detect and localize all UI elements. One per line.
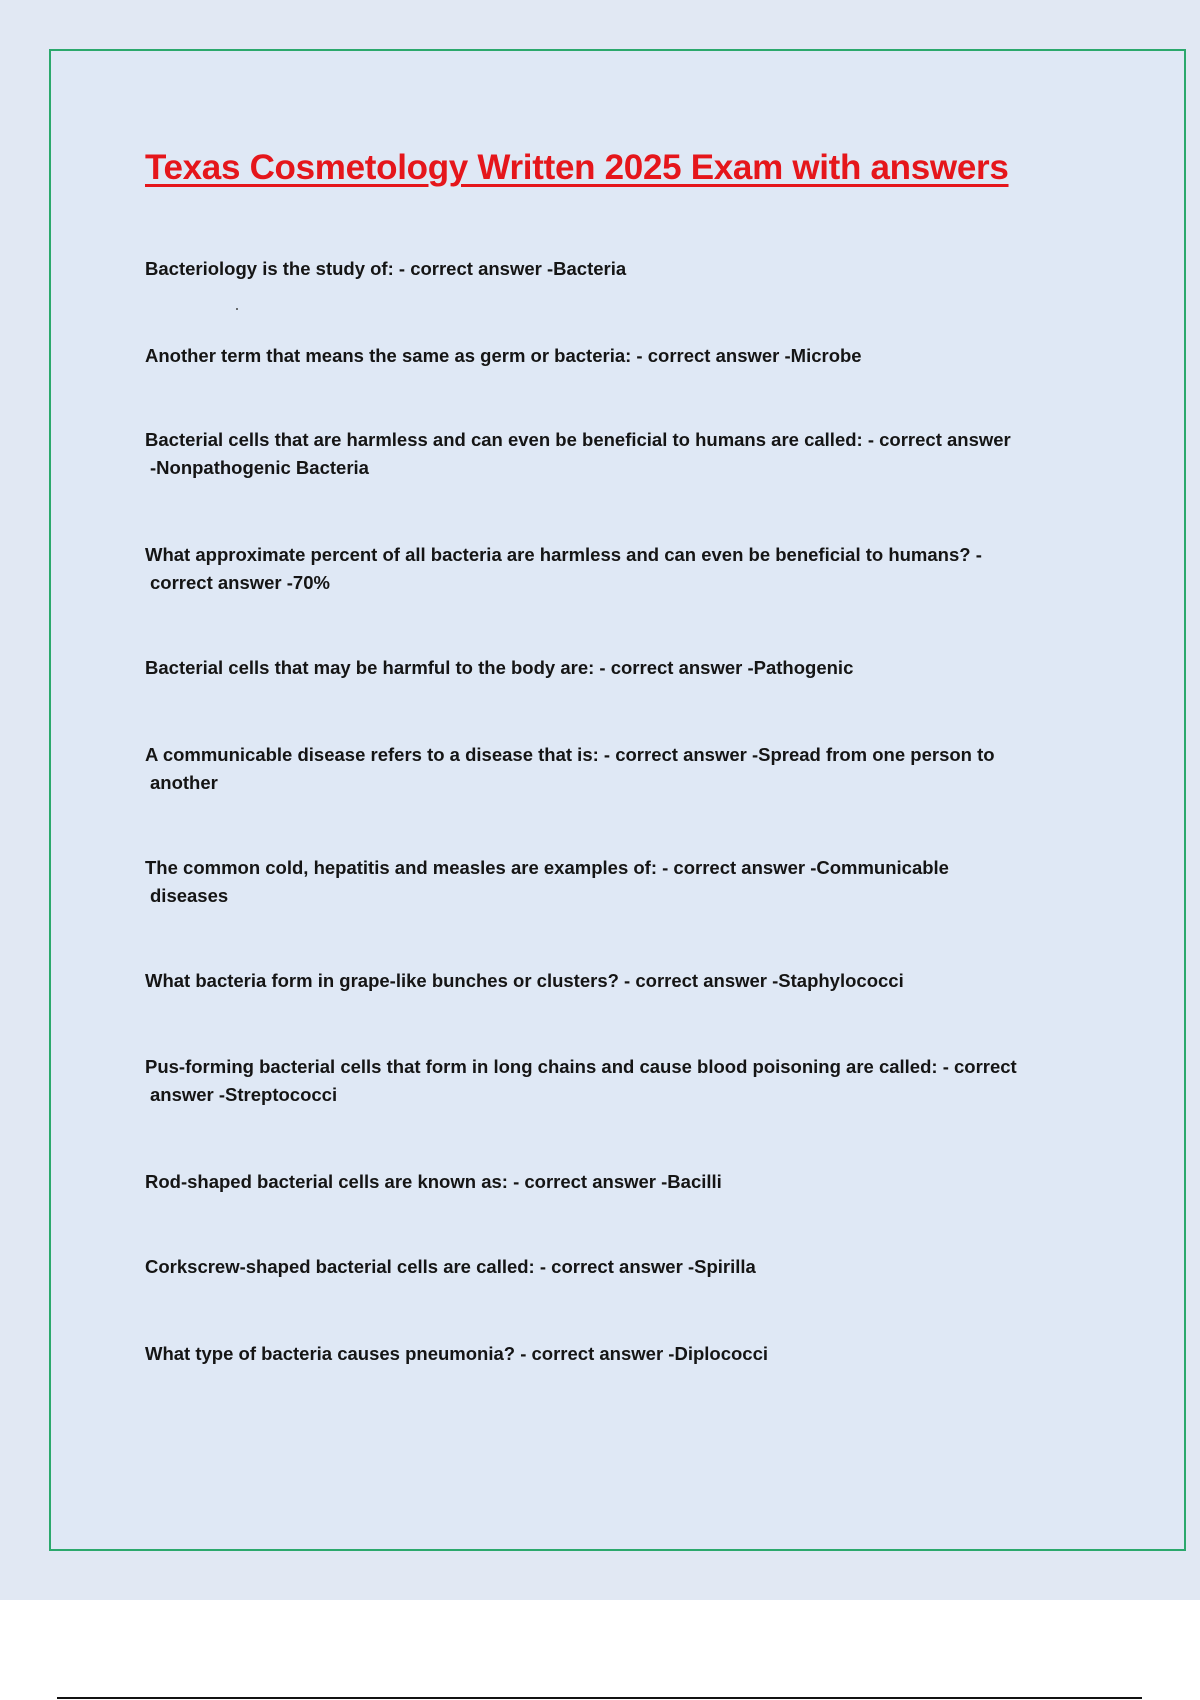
answer-text: -Staphylococci [772, 970, 904, 991]
qa-item-8 [145, 967, 1085, 995]
answer-text: correct answer -70% [150, 572, 330, 593]
question-text: What bacteria form in grape-like bunches or clusters? - correct answer [145, 970, 773, 991]
qa-item-3 [145, 426, 1085, 482]
question-text: Pus-forming bacterial cells that form in long chains and cause blood poisoning are called: - correct [145, 1056, 1017, 1077]
qa-item-7 [145, 854, 1085, 910]
stray-dot [236, 308, 238, 310]
answer-text: diseases [150, 885, 229, 906]
question-text: Bacteriology is the study of: - correct answer [145, 258, 547, 279]
answer-text: -Bacteria [546, 258, 627, 279]
qa-item-1 [145, 255, 1085, 283]
question-text: Corkscrew-shaped bacterial cells are called: - correct answer [145, 1256, 688, 1277]
question-text: Bacterial cells that may be harmful to the body are: - correct answer [145, 657, 748, 678]
question-text: Rod-shaped bacterial cells are known as: - correct answer [145, 1171, 662, 1192]
qa-item-4 [145, 541, 1085, 597]
answer-text: -Diplococci [668, 1343, 769, 1364]
answer-text: another [150, 772, 218, 793]
bottom-rule [57, 1697, 1142, 1699]
qa-item-12 [145, 1340, 1085, 1368]
answer-text: answer -Streptococci [150, 1084, 338, 1105]
qa-item-11 [145, 1253, 1085, 1281]
question-text: A communicable disease refers to a disease that is: - correct answer -Spread from one person to [145, 744, 995, 765]
answer-text: -Pathogenic [747, 657, 854, 678]
qa-item-9 [145, 1053, 1085, 1109]
question-text: What type of bacteria causes pneumonia? - correct answer [145, 1343, 669, 1364]
document-title: Texas Cosmetology Written 2025 Exam with answers [145, 148, 1009, 187]
qa-item-6 [145, 741, 1085, 797]
question-text: What approximate percent of all bacteria are harmless and can even be beneficial to humans? - [145, 544, 982, 565]
answer-text: -Nonpathogenic Bacteria [150, 457, 369, 478]
question-text: The common cold, hepatitis and measles are examples of: - correct answer -Communicable [145, 857, 949, 878]
answer-text: -Bacilli [661, 1171, 722, 1192]
question-text: Bacterial cells that are harmless and can even be beneficial to humans are called: - correct answer [145, 429, 1011, 450]
answer-text: -Spirilla [687, 1256, 756, 1277]
question-text: Another term that means the same as germ or bacteria: - correct answer [145, 345, 785, 366]
qa-item-2 [145, 342, 1085, 370]
qa-item-5 [145, 654, 1085, 682]
answer-text: -Microbe [784, 345, 862, 366]
qa-item-10 [145, 1168, 1085, 1196]
